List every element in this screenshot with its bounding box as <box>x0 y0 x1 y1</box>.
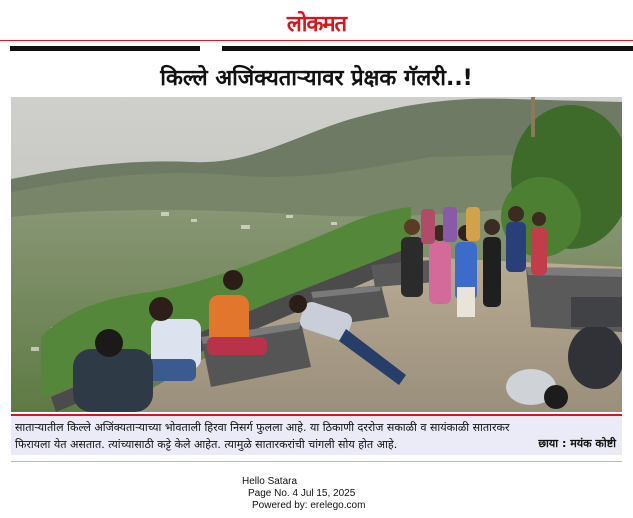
article-headline: किल्ले अजिंक्यताऱ्यावर प्रेक्षक गॅलरी..! <box>160 66 473 91</box>
footer-rule <box>11 461 622 462</box>
photo-credit: छाया : मयंक कोष्टी <box>532 435 616 452</box>
page-date: Page No. 4 Jul 15, 2025 <box>248 488 356 499</box>
newspaper-logo: लोकमत <box>286 12 347 37</box>
news-photo <box>11 97 622 412</box>
caption-line-2: फिरायला येत असतात. त्यांच्यासाठी कट्टे केले आहेत. त्यामुळे सातारकरांची चांगली सोय होत आहे. <box>15 438 398 451</box>
caption-line-1: साताऱ्यातील किल्ले अजिंक्यताऱ्याच्या भोवताली हिरवा निसर्ग फुलला आहे. या ठिकाणी दररोज सकाळी व सायंकाळी सातारकर <box>15 421 510 434</box>
powered-by: Powered by: erelego.com <box>252 500 366 511</box>
masthead-rule <box>0 40 633 41</box>
header-bar-left <box>10 46 200 51</box>
header-bar-right <box>222 46 633 51</box>
edition-name: Hello Satara <box>242 476 298 487</box>
photo-caption <box>11 414 622 455</box>
fort-gallery-photo <box>11 97 622 412</box>
